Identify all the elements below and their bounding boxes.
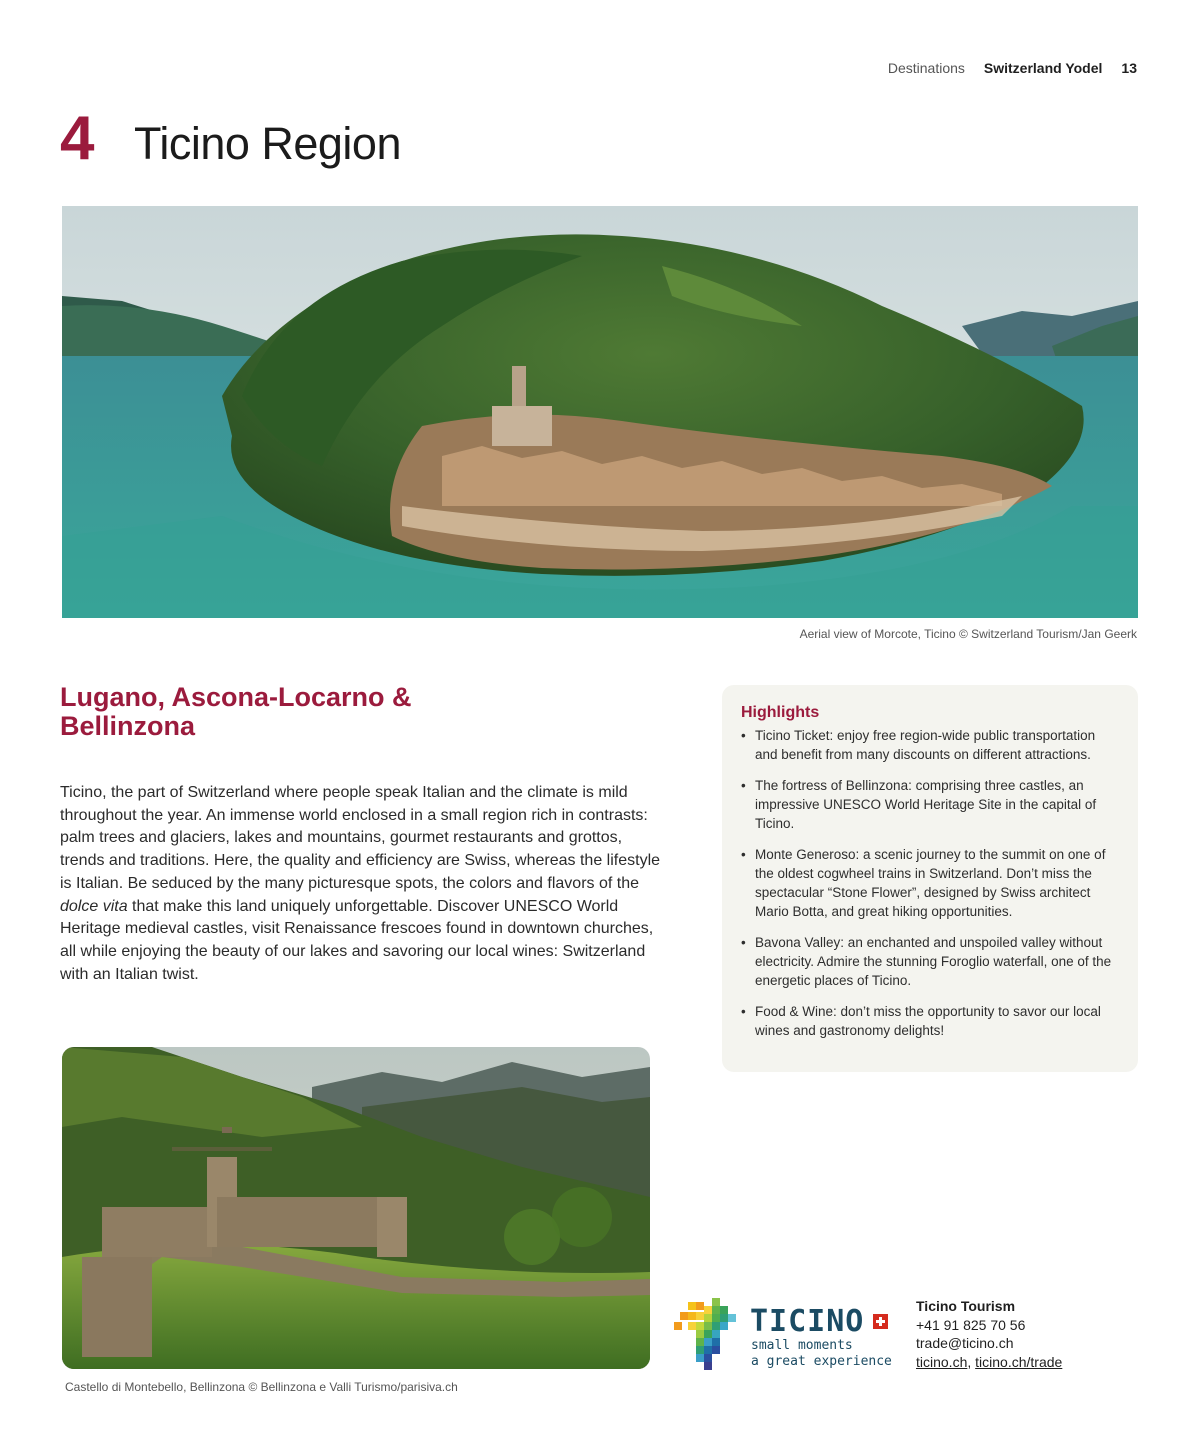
- ticino-logo: [674, 1298, 900, 1376]
- section-label: Destinations: [887, 60, 965, 76]
- page-title: Ticino Region: [134, 118, 401, 169]
- hero-photo: [62, 206, 1138, 618]
- bullet-icon: •: [741, 935, 746, 950]
- logo-tagline-1: small moments: [751, 1338, 853, 1353]
- list-item: [741, 933, 1120, 990]
- list-item: [741, 776, 1120, 833]
- link-separator: ,: [967, 1353, 976, 1370]
- logo-wordmark: TICINO: [750, 1304, 865, 1339]
- intro-text-part2: that make this land uniquely unforgettable. Discover UNESCO World Heritage medieval castles, visit Renaissance frescoes found in downtown churches, all while enjoying the beauty of our lakes and savoring our local wines: Switzerland with an Italian twist.: [60, 897, 654, 983]
- chapter-heading: [60, 104, 401, 173]
- intro-text-part1: Ticino, the part of Switzerland where people speak Italian and the climate is mild throughout the year. An immense world enclosed in a small region rich in contrasts: palm trees and glaciers, lakes and mountains, gourmet restaurants and grottos, trends and traditions. Here, the quality and efficiency are Swiss, whereas the lifestyle is Italian. Be seduced by the many picturesque spots, the colors and flavors of the: [60, 784, 661, 892]
- hero-caption: Aerial view of Morcote, Ticino © Switzerland Tourism/Jan Geerk: [799, 627, 1137, 641]
- list-item-text: Food & Wine: don’t miss the opportunity to savor our local wines and gastronomy delights!: [755, 1004, 1101, 1038]
- logo-tagline-2: a great experience: [751, 1354, 892, 1369]
- highlights-list: [741, 726, 1120, 1040]
- swiss-flag-icon: [873, 1314, 888, 1329]
- contact-email[interactable]: trade@ticino.ch: [916, 1335, 1014, 1351]
- bullet-icon: •: [741, 728, 746, 743]
- contact-phone: +41 91 825 70 56: [916, 1316, 1026, 1333]
- list-item: [741, 1002, 1120, 1040]
- contact-block: [916, 1297, 1062, 1371]
- castle-photo: [62, 1047, 650, 1369]
- castle-caption: Castello di Montebello, Bellinzona © Bellinzona e Valli Turismo/parisiva.ch: [65, 1380, 458, 1394]
- running-header: [888, 60, 1137, 76]
- highlights-heading: Highlights: [741, 704, 820, 721]
- contact-name: Ticino Tourism: [916, 1298, 1016, 1314]
- list-item: [741, 845, 1120, 921]
- page-number: 13: [1121, 60, 1137, 76]
- ticino-pixel-logo-icon: [674, 1298, 744, 1374]
- intro-paragraph: [60, 782, 660, 986]
- list-item-text: The fortress of Bellinzona: comprising three castles, an impressive UNESCO World Heritage Site in the capital of Ticino.: [755, 778, 1097, 831]
- chapter-number: 4: [60, 104, 95, 173]
- castello-montebello-image: [62, 1047, 650, 1369]
- publication-name: Switzerland Yodel: [983, 60, 1103, 76]
- bullet-icon: •: [741, 1004, 746, 1019]
- list-item-text: Monte Generoso: a scenic journey to the summit on one of the oldest cogwheel trains in Switzerland. Don’t miss the spectacular “Stone Flower”, designed by Swiss architect Mario Botta, and great hiking opportunities.: [755, 847, 1106, 919]
- list-item: [741, 726, 1120, 764]
- website-link[interactable]: ticino.ch: [916, 1353, 968, 1370]
- list-item-text: Ticino Ticket: enjoy free region-wide public transportation and benefit from many discounts on different attractions.: [755, 728, 1096, 762]
- highlights-panel: [722, 685, 1138, 1072]
- bullet-icon: •: [741, 778, 746, 793]
- contact-links: [916, 1353, 1062, 1372]
- bullet-icon: •: [741, 847, 746, 862]
- intro-emphasis: dolce vita: [60, 897, 128, 915]
- trade-link[interactable]: ticino.ch/trade: [975, 1353, 1063, 1370]
- section-subtitle: Lugano, Ascona-Locarno & Bellinzona: [60, 682, 412, 741]
- list-item-text: Bavona Valley: an enchanted and unspoiled valley without electricity. Admire the stunning Foroglio waterfall, one of the energetic places of Ticino.: [755, 935, 1112, 988]
- morcote-aerial-image: [62, 206, 1138, 618]
